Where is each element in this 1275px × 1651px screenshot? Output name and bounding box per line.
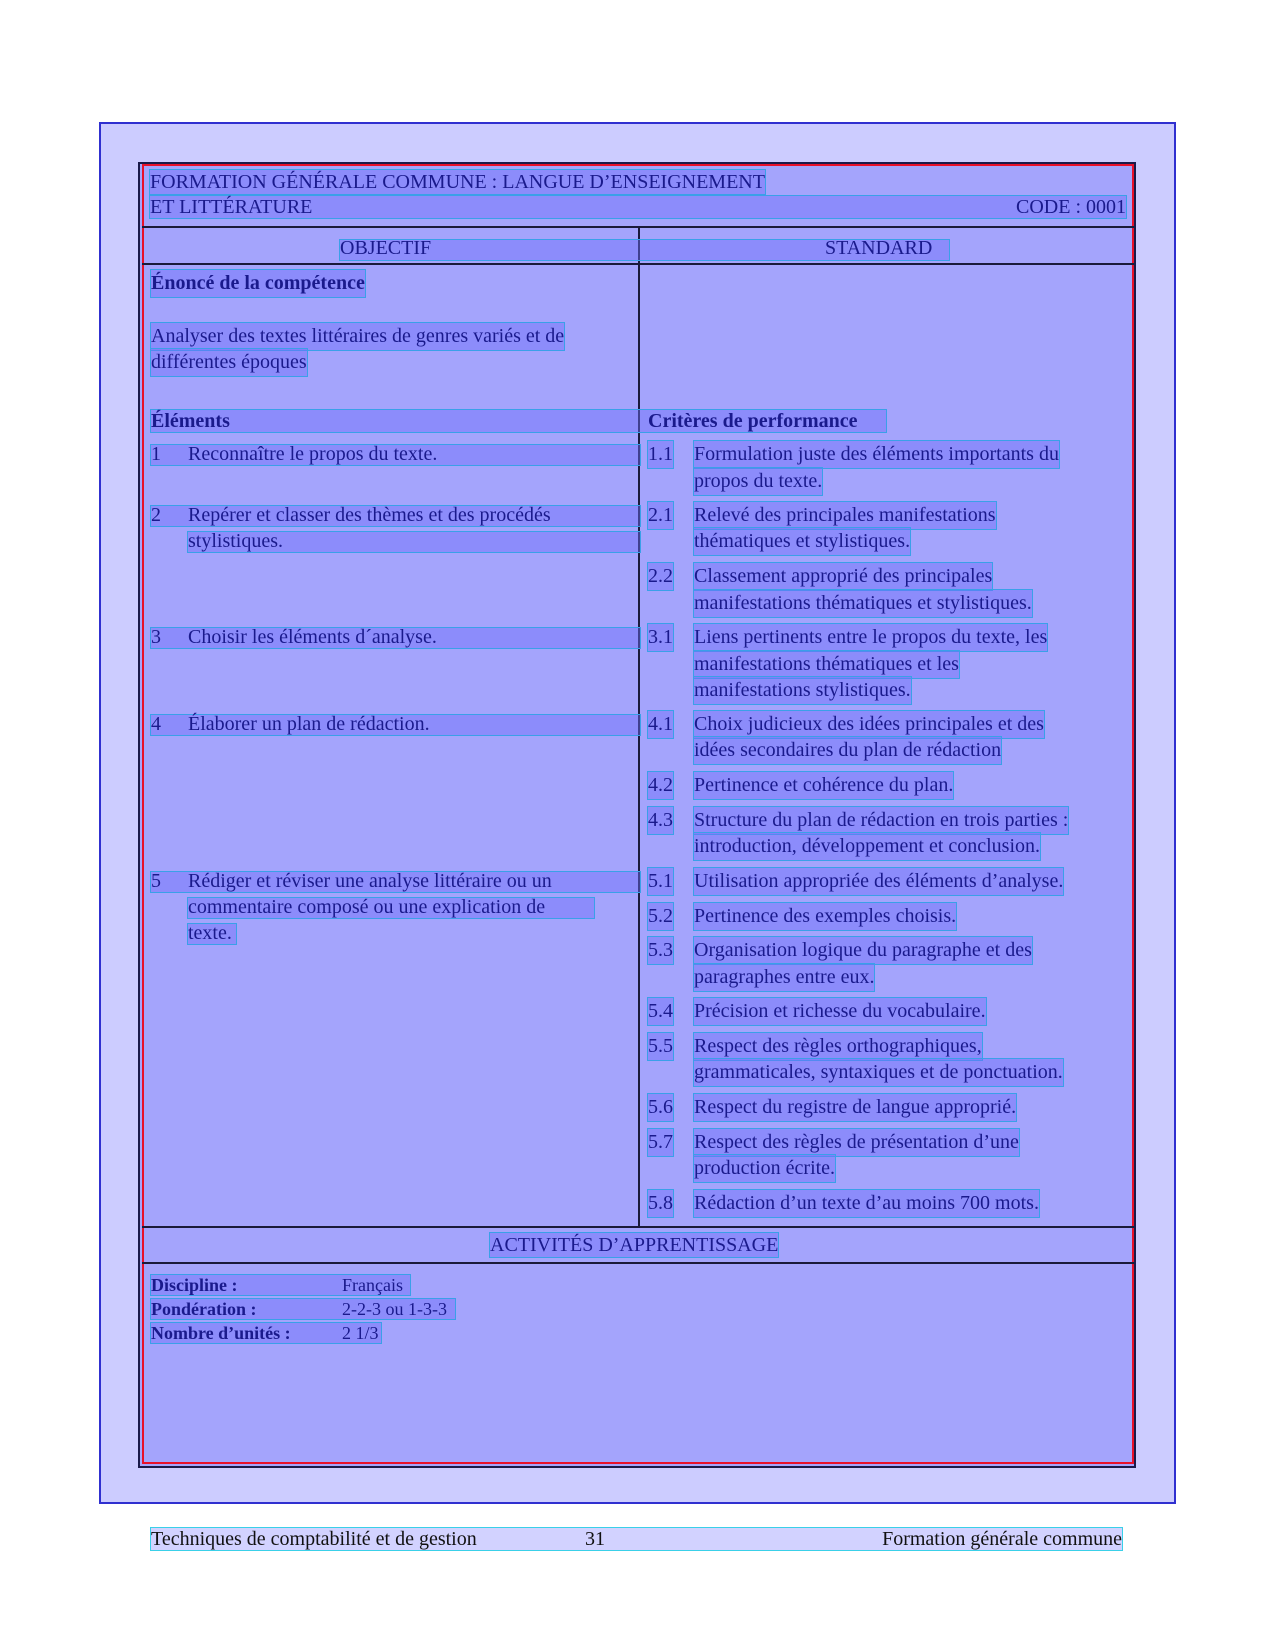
criterion-text: Formulation juste des éléments importants du: [694, 441, 1059, 468]
criterion-number: 5.8: [648, 1190, 673, 1217]
element-text: texte.: [188, 922, 232, 944]
criterion-text: Liens pertinents entre le propos du texte, les: [694, 624, 1047, 651]
column-objective: OBJECTIF: [340, 237, 432, 259]
activity-value: Français: [342, 1275, 403, 1295]
competence-text-2: différentes époques: [151, 349, 307, 376]
criterion-text: paragraphes entre eux.: [694, 964, 874, 991]
criterion-text: Structure du plan de rédaction en trois parties :: [694, 807, 1068, 834]
criterion-text: manifestations thématiques et stylistiques.: [694, 590, 1032, 617]
competence-text-1: Analyser des textes littéraires de genres variés et de: [151, 323, 564, 350]
criterion-number: 1.1: [648, 441, 673, 468]
criterion-text: Rédaction d’un texte d’au moins 700 mots.: [694, 1190, 1039, 1217]
criterion-number: 4.3: [648, 807, 673, 834]
criterion-text: idées secondaires du plan de rédaction: [694, 737, 1001, 764]
criterion-text: Respect des règles orthographiques,: [694, 1033, 982, 1060]
criterion-text: Précision et richesse du vocabulaire.: [694, 998, 986, 1025]
criterion-text: thématiques et stylistiques.: [694, 528, 910, 555]
criterion-text: manifestations stylistiques.: [694, 677, 911, 704]
activity-label: Pondération :: [151, 1299, 257, 1319]
column-standard: STANDARD: [825, 237, 933, 259]
criterion-number: 4.1: [648, 711, 673, 738]
activities-heading: ACTIVITÉS D’APPRENTISSAGE: [490, 1234, 779, 1256]
element-text: Reconnaître le propos du texte.: [188, 443, 438, 465]
header-line-2: ET LITTÉRATURE: [150, 196, 313, 218]
element-text: Rédiger et réviser une analyse littéraire ou un: [188, 870, 552, 892]
divider-activities-bottom: [142, 1262, 1134, 1264]
element-number: 1: [151, 443, 161, 465]
element-number: 5: [151, 870, 161, 892]
header-line-1: FORMATION GÉNÉRALE COMMUNE : LANGUE D’ENSEIGNEMENT: [150, 171, 765, 193]
footer-section: Formation générale commune: [882, 1528, 1122, 1550]
criterion-text: Relevé des principales manifestations: [694, 502, 996, 529]
criterion-number: 5.1: [648, 868, 673, 895]
criterion-text: introduction, développement et conclusion.: [694, 833, 1040, 860]
criterion-text: Respect du registre de langue approprié.: [694, 1094, 1016, 1121]
criterion-number: 5.3: [648, 937, 673, 964]
criterion-number: 3.1: [648, 624, 673, 651]
criterion-number: 4.2: [648, 772, 673, 799]
element-number: 4: [151, 713, 161, 735]
criterion-text: Organisation logique du paragraphe et des: [694, 937, 1032, 964]
criterion-text: propos du texte.: [694, 468, 822, 495]
criterion-number: 5.2: [648, 903, 673, 930]
criterion-number: 5.5: [648, 1033, 673, 1060]
criterion-number: 5.4: [648, 998, 673, 1025]
criterion-number: 5.6: [648, 1094, 673, 1121]
element-text: commentaire composé ou une explication de: [188, 896, 546, 918]
element-text: Choisir les éléments d´analyse.: [188, 626, 437, 648]
criteria-heading: Critères de performance: [648, 410, 858, 432]
course-code: CODE : 0001: [1016, 196, 1126, 218]
criterion-text: Respect des règles de présentation d’une: [694, 1129, 1019, 1156]
activity-value: 2-2-3 ou 1-3-3: [342, 1299, 447, 1319]
element-text: Élaborer un plan de rédaction.: [188, 713, 430, 735]
elements-heading: Éléments: [151, 410, 230, 432]
criterion-text: grammaticales, syntaxiques et de ponctuation.: [694, 1059, 1063, 1086]
criterion-text: Utilisation appropriée des éléments d’analyse.: [694, 868, 1063, 895]
element-number: 2: [151, 504, 161, 526]
criterion-text: Choix judicieux des idées principales et des: [694, 711, 1044, 738]
activity-label: Nombre d’unités :: [151, 1323, 291, 1343]
footer-page-number: 31: [585, 1528, 605, 1550]
competence-heading: Énoncé de la compétence: [151, 270, 365, 297]
criterion-text: Classement approprié des principales: [694, 563, 992, 590]
element-number: 3: [151, 626, 161, 648]
activity-value: 2 1/3: [342, 1323, 379, 1343]
element-text: stylistiques.: [188, 530, 284, 552]
criterion-number: 5.7: [648, 1129, 673, 1156]
criterion-number: 2.1: [648, 502, 673, 529]
divider-activities-top: [142, 1226, 1134, 1228]
criterion-text: production écrite.: [694, 1155, 835, 1182]
footer-program: Techniques de comptabilité et de gestion: [151, 1528, 477, 1550]
criterion-number: 2.2: [648, 563, 673, 590]
element-text: Repérer et classer des thèmes et des procédés: [188, 504, 551, 526]
criterion-text: manifestations thématiques et les: [694, 651, 959, 678]
activity-label: Discipline :: [151, 1275, 238, 1295]
criterion-text: Pertinence des exemples choisis.: [694, 903, 956, 930]
criterion-text: Pertinence et cohérence du plan.: [694, 772, 953, 799]
